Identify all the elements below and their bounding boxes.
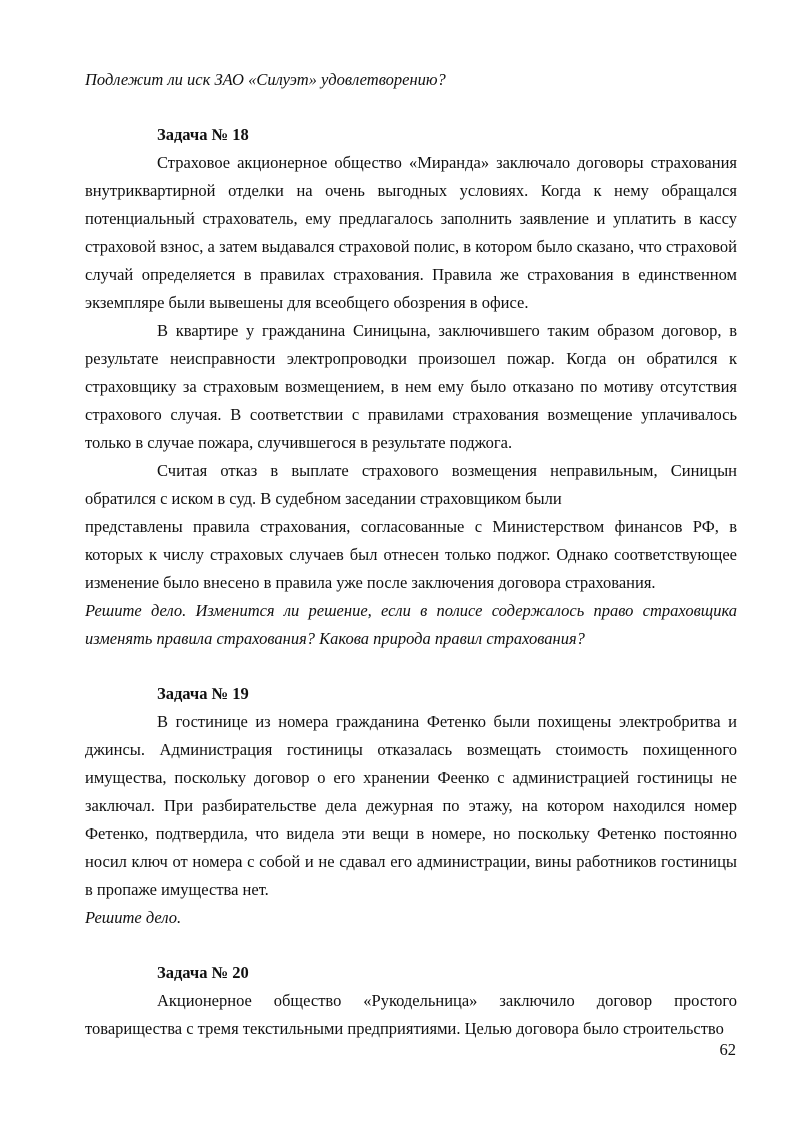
task-18-paragraph-2: В квартире у гражданина Синицына, заключившего таким образом договор, в результате неисправности электропроводки произошел пожар. Когда он обратился к страховщику за страховым возмещением, в нем ему было отказано по мотиву отсутствия страхового случая. В соответствии с правилами страхования возмещение уплачивалось только в случае пожара, случившегося в результате поджога.	[85, 321, 737, 452]
intro-carryover-question: Подлежит ли иск ЗАО «Силуэт» удовлетворению?	[85, 70, 446, 89]
page-number: 62	[719, 1040, 736, 1059]
task-19-paragraph-1: В гостинице из номера гражданина Фетенко были похищены электробритва и джинсы. Администрация гостиницы отказалась возмещать стоимость похищенного имущества, поскольку договор о его хранении Феенко с администрацией гостиницы не заключал. При разбирательстве дела дежурная по этажу, на котором находился номер Фетенко, подтвердила, что видела эти вещи в номере, но поскольку Фетенко постоянно носил ключ от номера с собой и не сдавал его администрации, вины работников гостиницы в пропаже имущества нет.	[85, 712, 737, 899]
task-20-paragraph-1: Акционерное общество «Рукодельница» заключило договор простого товарищества с тремя текстильными предприятиями. Целью договора было строительство	[85, 991, 737, 1038]
task-19-heading: Задача № 19	[157, 684, 249, 703]
task-18-paragraph-3b: представлены правила страхования, согласованные с Министерством финансов РФ, в которых к числу страховых случаев был отнесен только поджог. Однако соответствующее изменение было внесено в правила уже после заключения договора страхования.	[85, 517, 737, 592]
task-20-heading: Задача № 20	[157, 963, 249, 982]
task-18-paragraph-3a: Считая отказ в выплате страхового возмещения неправильным, Синицын обратился с иском в суд. В судебном заседании страховщиком были	[85, 461, 737, 508]
task-18-question: Решите дело. Изменится ли решение, если в полисе содержалось право страховщика изменять правила страхования? Какова природа правил страхования?	[85, 601, 737, 648]
task-18-paragraph-1: Страховое акционерное общество «Миранда» заключало договоры страхования внутриквартирной отделки на очень выгодных условиях. Когда к нему обращался потенциальный страхователь, ему предлагалось заполнить заявление и уплатить в кассу страховой взнос, а затем выдавался страховой полис, в котором было сказано, что страховой случай определяется в правилах страхования. Правила же страхования в единственном экземпляре были вывешены для всеобщего обозрения в офисе.	[85, 153, 737, 312]
task-18-heading: Задача № 18	[157, 125, 249, 144]
task-19-question: Решите дело.	[85, 908, 182, 927]
